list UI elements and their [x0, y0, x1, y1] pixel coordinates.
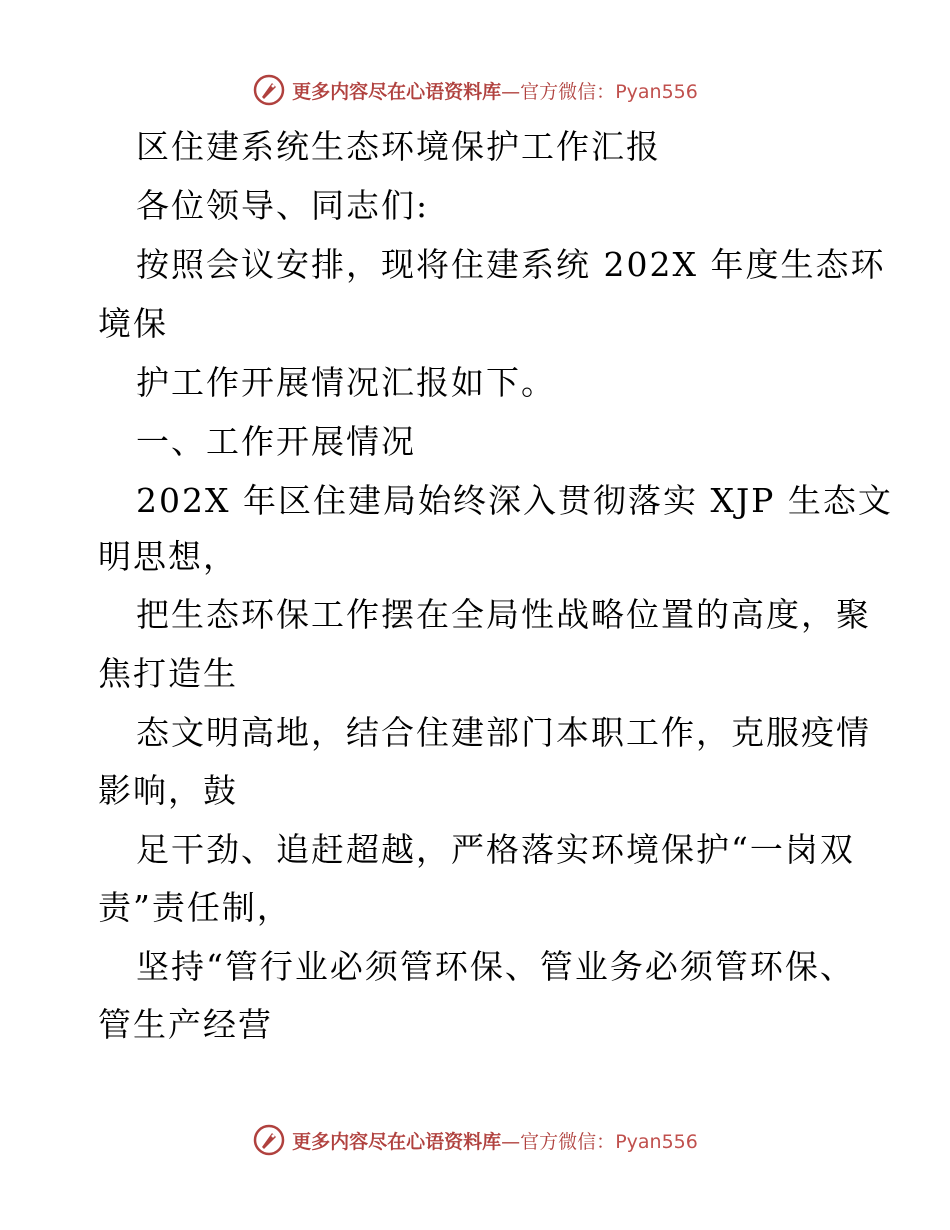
paragraph-line: 坚持“管行业必须管环保、管业务必须管环保、 [136, 947, 855, 986]
header-banner [0, 70, 950, 110]
paragraph-line: 按照会议安排，现将住建系统 202X 年度生态环 [136, 245, 886, 284]
paragraph-line: 把生态环保工作摆在全局性战略位置的高度，聚 [136, 595, 871, 634]
banner-dash: — [501, 80, 521, 103]
section-heading: 一、工作开展情况 [136, 422, 416, 461]
paragraph-line: 责”责任制， [98, 888, 292, 927]
banner-text [292, 77, 698, 104]
salutation: 各位领导、同志们: [136, 186, 430, 225]
banner-library-text: 更多内容尽在心语资料库 [292, 80, 502, 103]
banner-text [292, 1127, 698, 1154]
paragraph-line: 态文明高地，结合住建部门本职工作，克服疫情 [136, 713, 871, 752]
paragraph-line: 护工作开展情况汇报如下。 [136, 363, 556, 402]
banner-wechat-id: Pyan556 [615, 1130, 698, 1153]
paragraph-line: 影响，鼓 [98, 771, 238, 810]
paragraph-line: 境保 [98, 304, 168, 343]
banner-dash: — [501, 1130, 521, 1153]
pen-nib-logo-icon [252, 1123, 286, 1157]
banner-wechat-label: 官方微信： [520, 80, 616, 103]
paragraph-line: 管生产经营 [98, 1005, 273, 1044]
paragraph-line: 足干劲、追赶超越，严格落实环境保护“一岗双 [136, 830, 855, 869]
paragraph-line: 明思想， [98, 537, 238, 576]
banner-wechat-label: 官方微信： [520, 1130, 616, 1153]
banner-library-text: 更多内容尽在心语资料库 [292, 1130, 502, 1153]
paragraph-line: 焦打造生 [98, 654, 238, 693]
footer-banner [0, 1120, 950, 1160]
paragraph-line: 202X 年区住建局始终深入贯彻落实 XJP 生态文 [136, 481, 893, 520]
banner-wechat-id: Pyan556 [615, 80, 698, 103]
document-title: 区住建系统生态环境保护工作汇报 [136, 127, 661, 166]
pen-nib-logo-icon [252, 73, 286, 107]
